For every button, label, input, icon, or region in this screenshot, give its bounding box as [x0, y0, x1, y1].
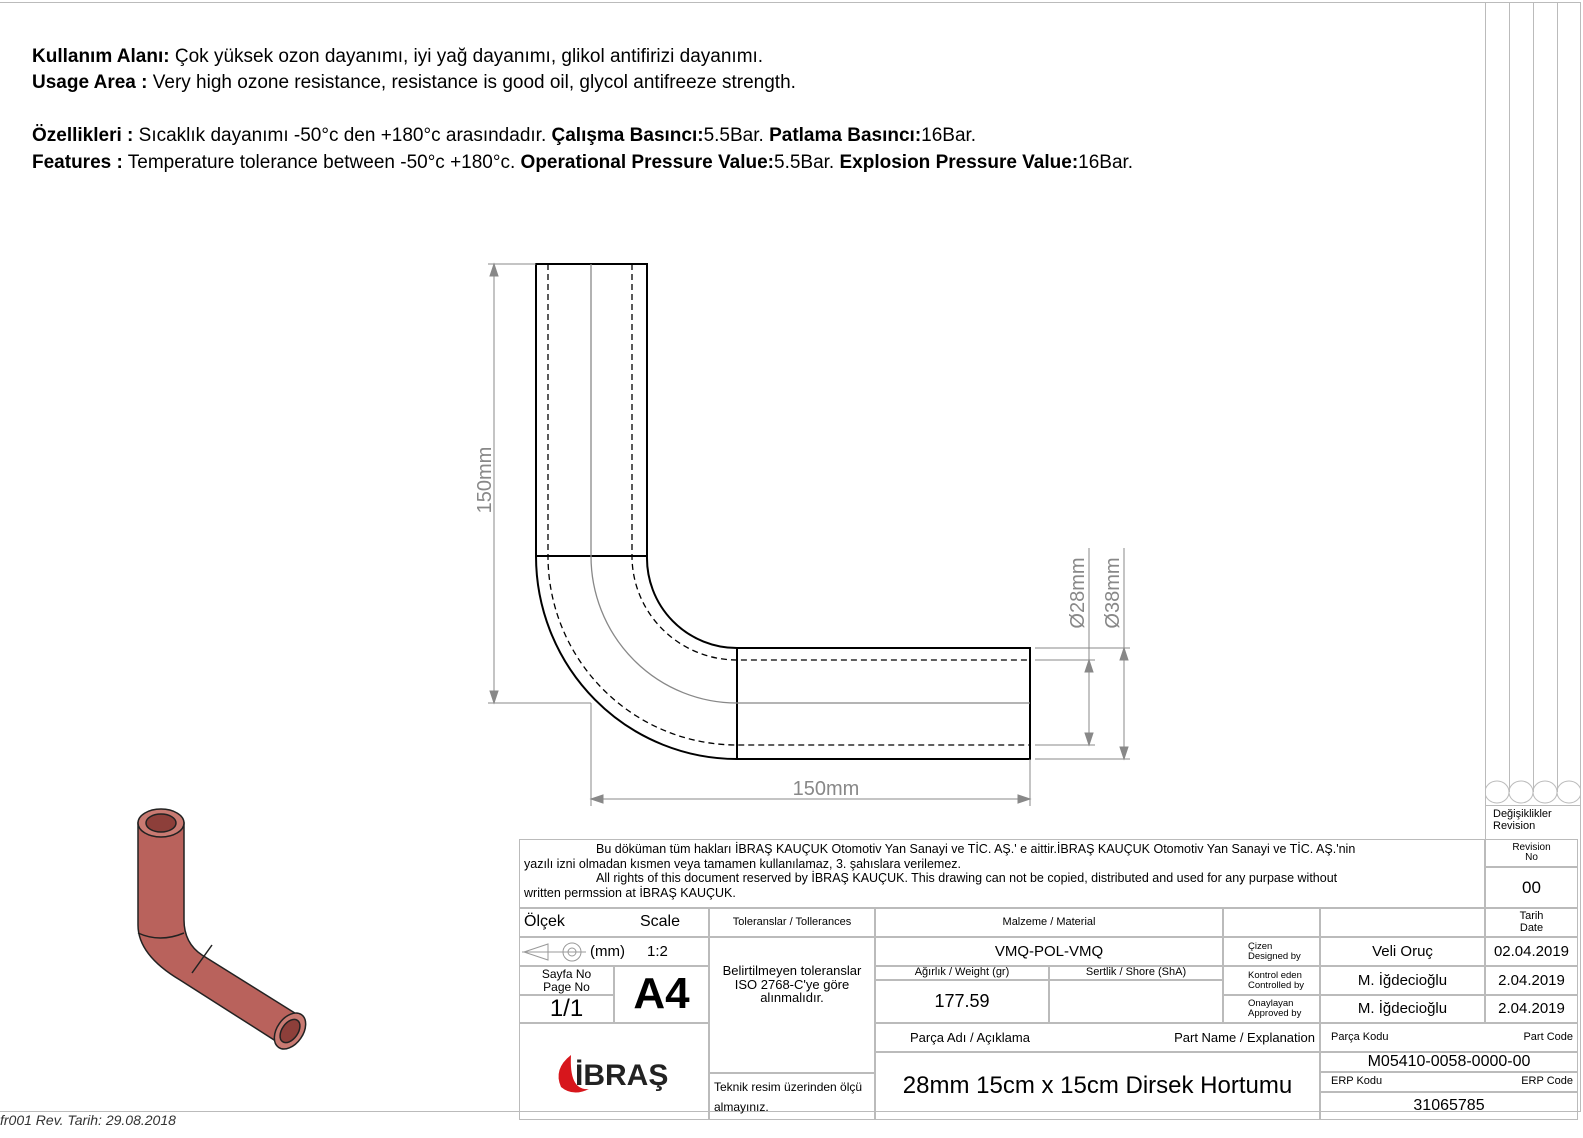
weight-label: Ağırlık / Weight (gr): [875, 966, 1049, 980]
controlled-date: 2.04.2019: [1485, 966, 1578, 995]
blank-cell: [1320, 908, 1485, 937]
page-no-label: Sayfa No Page No: [519, 966, 614, 995]
copyright-tr-2: yazılı izni olmadan kısmen veya tamamen kullanılamaz, 3. şahıslara verilemez.: [524, 856, 961, 871]
approved-date: 2.04.2019: [1485, 995, 1578, 1023]
svg-text:İBRAŞ: İBRAŞ: [575, 1058, 669, 1092]
features-tr: Özellikleri : Sıcaklık dayanımı -50°c den +180°c arasındadır. Çalışma Basıncı:5.5Bar. Patlama Basıncı:16Bar.: [32, 125, 977, 146]
designed-date: 02.04.2019: [1485, 937, 1578, 966]
erp-code-label: ERP Kodu ERP Code: [1320, 1072, 1578, 1092]
approved-by-name: M. İğdecioğlu: [1320, 995, 1485, 1023]
dimensions: [488, 264, 1130, 806]
part-name-label: Parça Adı / Açıklama Part Name / Explanation: [875, 1023, 1320, 1052]
unit: (mm): [590, 942, 625, 960]
erp-code-value: 31065785: [1320, 1092, 1578, 1120]
material-value: VMQ-POL-VMQ: [875, 937, 1223, 966]
tolerances-label: Toleranslar / Tollerances: [709, 908, 875, 937]
shore-label: Sertlik / Shore (ShA): [1049, 966, 1223, 980]
copyright-notice: [519, 839, 1485, 908]
material-label: Malzeme / Material: [875, 908, 1223, 937]
hose-3d-render: [120, 805, 320, 1075]
outer-contour: [536, 264, 1030, 759]
designed-by-label: Çizen Designed by: [1223, 937, 1320, 966]
scale-value: 1:2: [646, 942, 668, 960]
dim-outer-dia-label: Ø38mm: [1102, 557, 1124, 629]
revision-header-en: Revision: [1493, 820, 1536, 832]
inner-hidden-lines: [548, 264, 1030, 745]
tolerances-text: Belirtilmeyen toleranslar ISO 2768-C'ye göre alınmalıdır.: [709, 937, 875, 1073]
dim-inner-dia-label: Ø28mm: [1067, 557, 1089, 629]
scale-row: [519, 937, 709, 966]
shore-value: [1049, 980, 1223, 1023]
usage-area-tr: Kullanım Alanı: Çok yüksek ozon dayanımı, iyi yağ dayanımı, glikol antifirizi dayanımı.: [32, 46, 764, 67]
usage-area-en: Usage Area : Very high ozone resistance, resistance is good oil, glycol antifreeze strength.: [32, 72, 796, 93]
controlled-by-label: Kontrol eden Controlled by: [1223, 966, 1320, 995]
center-line: [591, 264, 1030, 703]
part-name-value: 28mm 15cm x 15cm Dirsek Hortumu: [875, 1052, 1320, 1120]
scale-header: Ölçek Scale: [519, 908, 709, 937]
ibras-logo: [549, 1047, 679, 1097]
part-code-label: Parça Kodu Part Code: [1320, 1023, 1578, 1052]
revision-header-tr: Değişiklikler: [1493, 808, 1552, 820]
designed-by-name: Veli Oruç: [1320, 937, 1485, 966]
dim-horizontal-label: 150mm: [792, 778, 860, 800]
copyright-tr-1: Bu döküman tüm hakları İBRAŞ KAUÇUK Otomotiv Yan Sanayi ve TİC. AŞ.' e aittir.İBRAŞ KAUÇUK Otomotiv Yan Sanayi ve TİC. AŞ.'nin: [596, 842, 1356, 856]
approved-by-label: Onaylayan Approved by: [1223, 995, 1320, 1023]
blank-cell: [1223, 908, 1320, 937]
projection-symbol-icon: [522, 941, 586, 963]
form-revision-footer: fr001 Rev. Tarih: 29.08.2018: [0, 1112, 176, 1128]
features-en: Features : Temperature tolerance between -50°c +180°c. Operational Pressure Value:5.5Bar. Explosion Pressure Value:16Bar.: [32, 152, 1134, 173]
copyright-en-2: written permssion at İBRAŞ KAUÇUK.: [524, 885, 736, 900]
controlled-by-name: M. İğdecioğlu: [1320, 966, 1485, 995]
part-code-value: M05410-0058-0000-00: [1320, 1052, 1578, 1072]
page-no-value: 1/1: [519, 995, 614, 1023]
no-measure-note: Teknik resim üzerinden ölçü almayınız.: [709, 1073, 875, 1120]
dim-vertical-label: 150mm: [474, 446, 496, 514]
copyright-en-1: All rights of this document reserved by İBRAŞ KAUÇUK. This drawing can not be copied, distributed and used for any purpase without: [596, 871, 1338, 885]
weight-value: 177.59: [875, 980, 1049, 1023]
revision-no-value: 00: [1485, 867, 1578, 908]
date-label: Tarih Date: [1485, 908, 1578, 937]
paper-size: A4: [614, 966, 709, 1023]
company-logo: [519, 1023, 709, 1120]
revision-no-label: Revision No: [1485, 839, 1578, 867]
